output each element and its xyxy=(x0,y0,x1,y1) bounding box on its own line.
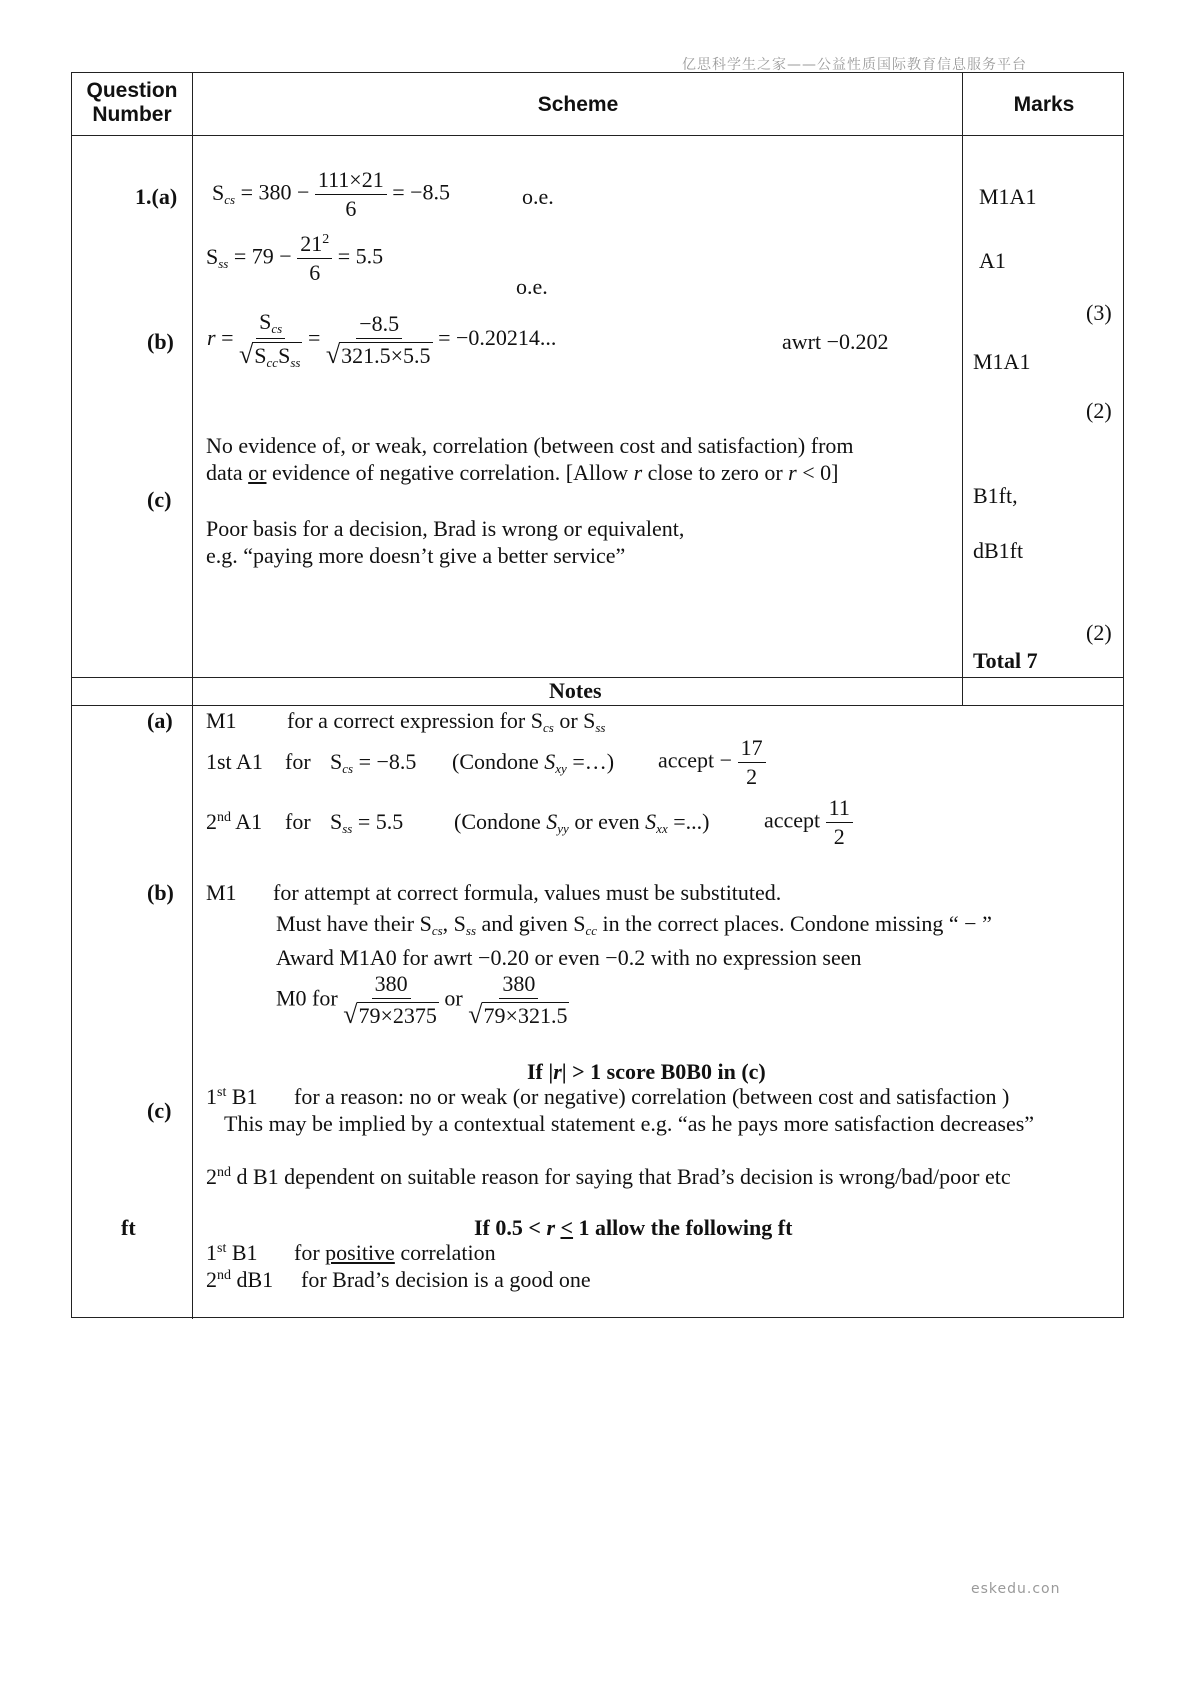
notes-ft-b2: 2nd dB1 xyxy=(206,1267,274,1292)
notes-title: Notes xyxy=(549,678,602,703)
marks-a-m1a1: M1A1 xyxy=(979,184,1037,209)
notes-b-m0-fraction-2: 380 √ 79×321.5 xyxy=(468,971,568,1029)
notes-a-a2-condone: (Condone $S_{yy}$ or even $S_{xx}$ =...) xyxy=(454,809,710,836)
watermark-top: 亿思科学生之家——公益性质国际教育信息服务平台 xyxy=(682,57,1027,73)
notes-a-a1-fraction: $\frac{17}{2}$ xyxy=(738,737,766,788)
notes-c-b2: 2nd d B1 dependent on suitable reason for saying that Brad’s decision is wrong/bad/poor etc xyxy=(206,1164,1011,1189)
sss-equation: $S_{ss} = 79$ − $\frac{21^2}{6}$ = 5.5 xyxy=(206,231,384,285)
notes-a-m1-text: for a correct expression for $S_{cs}$ or $S_{ss}$ xyxy=(287,708,606,735)
notes-b-m1-code: M1 xyxy=(206,880,237,905)
sss-fraction: $\frac{21^2}{6}$ xyxy=(297,233,332,284)
marks-total: Total 7 xyxy=(973,648,1038,673)
marks-c-total: (2) xyxy=(1086,620,1112,645)
notes-b-m0-fraction-1: 380 √ 79×2375 xyxy=(343,971,437,1029)
c-line-4: e.g. “paying more doesn’t give a better service” xyxy=(206,543,626,568)
scs-lhs: $S_{cs}$ xyxy=(212,179,236,207)
notes-label-a: (a) xyxy=(147,708,173,733)
marks-a-total: (3) xyxy=(1086,300,1112,325)
r-fraction-1: $S_{cs}$ √ $S_{cc}S_{ss}$ xyxy=(238,309,301,370)
header-scheme: Scheme xyxy=(537,93,619,116)
notes-label-c: (c) xyxy=(147,1098,172,1123)
notes-b-line-3: Award M1A0 for awrt −0.20 or even −0.2 with no expression seen xyxy=(276,945,862,970)
marks-c-b1ft: B1ft, xyxy=(973,483,1018,508)
scs-equation: $S_{cs} = 380$ − $\frac{111\times 21}{6}$ = −8.5 xyxy=(212,167,451,221)
notes-c-b1-line-2: This may be implied by a contextual statement e.g. “as he pays more satisfaction decreases” xyxy=(224,1111,1035,1136)
c-line-2: data or evidence of negative correlation. [Allow r close to zero or r < 0] xyxy=(206,460,839,485)
notes-b-line-2: Must have their $S_{cs}$, $S_{ss}$ and given $S_{cc}$ in the correct places. Condone missing “ − ” xyxy=(276,911,992,938)
notes-ft-b1-text: for positive correlation xyxy=(294,1240,496,1265)
mark-scheme-table xyxy=(71,72,1124,1318)
r-equation: r = $S_{cs}$ √ $S_{cc}S_{ss}$ = −8.5 √ 321.5×5.5 = −0.20214... xyxy=(207,309,557,370)
notes-a-a1-for: for xyxy=(285,749,311,774)
marks-a-a1: A1 xyxy=(979,248,1006,273)
part-b-label: (b) xyxy=(147,329,174,354)
notes-b-m0: M0 for 380 √ 79×2375 or 380 √ 79×321.5 xyxy=(276,971,568,1029)
notes-a-a1-condone: (Condone $S_{xy}$ =…) xyxy=(452,749,615,776)
notes-ft-b1: 1st B1 xyxy=(206,1240,258,1265)
r-awrt: awrt −0.202 xyxy=(782,329,889,354)
c-line-1: No evidence of, or weak, correlation (between cost and satisfaction) from xyxy=(206,433,854,458)
notes-a-m1-code: M1 xyxy=(206,708,237,733)
notes-c-b1-text: for a reason: no or weak (or negative) correlation (between cost and satisfaction ) xyxy=(294,1084,1010,1109)
scs-oe: o.e. xyxy=(522,184,554,209)
r-fraction-2: −8.5 √ 321.5×5.5 xyxy=(325,310,431,369)
notes-a-a2-value: $S_{ss} = 5.5$ xyxy=(330,809,404,836)
notes-label-b: (b) xyxy=(147,880,174,905)
notes-c-b1-code: 1st B1 xyxy=(206,1084,258,1109)
notes-ft-b2-text: for Brad’s decision is a good one xyxy=(301,1267,591,1292)
c-line-3: Poor basis for a decision, Brad is wrong or equivalent, xyxy=(206,516,685,541)
part-a-label: 1.(a) xyxy=(135,184,178,209)
notes-label-ft: ft xyxy=(121,1215,136,1240)
notes-ft-if: If 0.5 < r < 1 allow the following ft xyxy=(474,1215,793,1240)
scs-fraction: $\frac{111\times 21}{6}$ xyxy=(315,169,387,220)
marks-c-db1ft: dB1ft xyxy=(973,538,1024,563)
sss-oe: o.e. xyxy=(516,274,548,299)
notes-c-if: If |r| > 1 score B0B0 in (c) xyxy=(527,1059,766,1084)
marks-b-m1a1: M1A1 xyxy=(973,349,1031,374)
column-divider-1 xyxy=(192,73,193,1319)
header-divider xyxy=(72,135,1123,136)
watermark-bottom: eskedu.con xyxy=(971,1581,1061,1597)
header-marks: Marks xyxy=(1013,93,1075,116)
header-question-number: Question Number xyxy=(86,79,178,126)
marks-b-total: (2) xyxy=(1086,398,1112,423)
notes-a-a1-accept: accept − $\frac{17}{2}$ xyxy=(658,737,766,788)
notes-b-m1-text: for attempt at correct formula, values must be substituted. xyxy=(273,880,782,905)
part-c-label: (c) xyxy=(147,487,172,512)
notes-a-a1-value: $S_{cs} = -8.5$ xyxy=(330,749,417,776)
notes-a-a2-fraction: $\frac{11}{2}$ xyxy=(826,797,853,848)
notes-a-a2-accept: accept $\frac{11}{2}$ xyxy=(764,797,853,848)
notes-a-a1-code: 1st A1 xyxy=(206,749,263,774)
notes-a-a2-code: 2nd A1 xyxy=(206,809,263,834)
column-divider-2 xyxy=(962,73,963,706)
notes-divider-bottom xyxy=(72,705,1123,706)
notes-a-a2-for: for xyxy=(285,809,311,834)
